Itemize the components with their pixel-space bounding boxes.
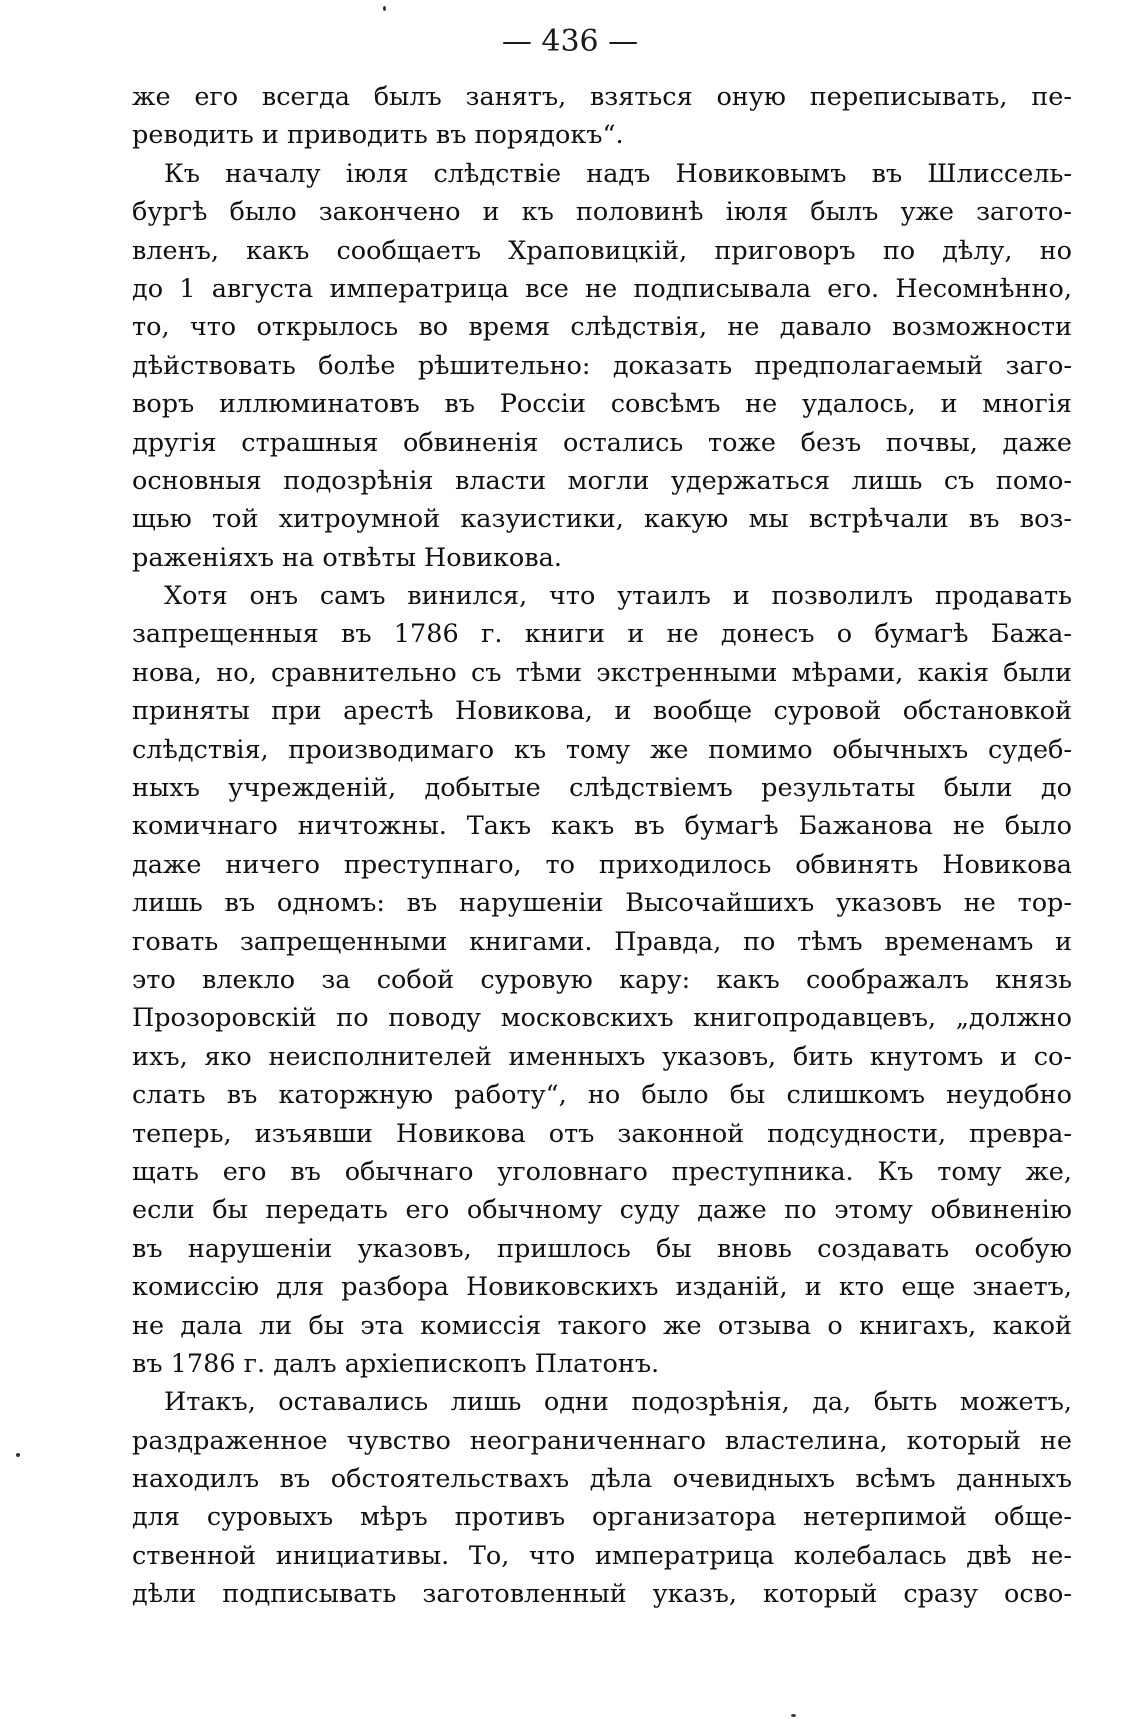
text-line: Хотя онъ самъ винился, что утаилъ и позволилъ продавать: [164, 581, 1072, 612]
text-line: слѣдствія, производимаго къ тому же помимо обычныхъ судеб-: [132, 734, 1072, 765]
text-line: дѣли подписывать заготовленный указъ, который сразу осво-: [132, 1579, 1072, 1610]
paragraph-4: [132, 1383, 1072, 1613]
text-line: раздраженное чувство неограниченнаго властелина, который не: [132, 1425, 1072, 1456]
paragraph-3: [132, 577, 1072, 1383]
text-line: раженіяхъ на отвѣты Новикова.: [132, 542, 562, 573]
text-line: Къ началу іюля слѣдствіе надъ Новиковымъ въ Шлиссель-: [164, 158, 1072, 189]
page-number: — 436 —: [501, 24, 639, 59]
text-line: находилъ въ обстоятельствахъ дѣла очевидныхъ всѣмъ данныхъ: [132, 1464, 1072, 1495]
text-line: другія страшныя обвиненія остались тоже безъ почвы, даже: [132, 427, 1072, 458]
text-line: до 1 августа императрица все не подписывала его. Несомнѣнно,: [132, 273, 1072, 304]
text-line: даже ничего преступнаго, то приходилось обвинять Новикова: [132, 849, 1072, 880]
scan-speck: [16, 1453, 20, 1457]
text-line: запрещенныя въ 1786 г. книги и не донесъ о бумагѣ Бажа-: [132, 619, 1072, 650]
text-line: комичнаго ничтожны. Такъ какъ въ бумагѣ Бажанова не было: [132, 811, 1072, 842]
text-line: Прозоровскій по поводу московскихъ книгопродавцевъ, „должно: [132, 1003, 1072, 1034]
text-line: основныя подозрѣнія власти могли удержаться лишь съ помо-: [132, 465, 1072, 496]
text-line: вленъ, какъ сообщаетъ Храповицкій, приговоръ по дѣлу, но: [132, 235, 1072, 266]
paragraph-2: [132, 155, 1072, 577]
text-line: говать запрещенными книгами. Правда, по тѣмъ временамъ и: [132, 926, 1072, 957]
text-line: то, что открылось во время слѣдствія, не давало возможности: [132, 312, 1072, 343]
text-line: ственной инициативы. То, что императрица колебалась двѣ не-: [132, 1540, 1072, 1571]
text-line: же его всегда былъ занятъ, взяться оную переписывать, пе-: [132, 82, 1072, 112]
text-line: если бы передать его обычному суду даже по этому обвиненію: [132, 1195, 1072, 1226]
text-line: бургѣ было закончено и къ половинѣ іюля былъ уже загото-: [132, 197, 1072, 228]
text-line: нова, но, сравнительно съ тѣми экстренными мѣрами, какія были: [132, 657, 1072, 688]
text-line: щью той хитроумной казуистики, какую мы встрѣчали въ воз-: [132, 504, 1072, 535]
text-line: для суровыхъ мѣръ противъ организатора нетерпимой обще-: [132, 1502, 1072, 1533]
text-line: реводить и приводить въ порядокъ“.: [132, 120, 624, 151]
scan-speck: [383, 6, 386, 11]
text-line: щать его въ обычнаго уголовнаго преступника. Къ тому же,: [132, 1156, 1072, 1187]
text-line: ныхъ учрежденій, добытые слѣдствіемъ результаты были до: [132, 773, 1072, 804]
text-line: приняты при арестѣ Новикова, и вообще суровой обстановкой: [132, 696, 1072, 727]
text-line: въ нарушеніи указовъ, пришлось бы вновь создавать особую: [132, 1233, 1072, 1264]
body-text: [132, 78, 1072, 1614]
paragraph-1: [132, 78, 1072, 155]
text-line: воръ иллюминатовъ въ Россіи совсѣмъ не удалось, и многія: [132, 389, 1072, 420]
text-line: теперь, изъявши Новикова отъ законной подсудности, превра-: [132, 1118, 1072, 1149]
text-line: дѣйствовать болѣе рѣшительно: доказать предполагаемый заго-: [132, 350, 1072, 381]
text-line: лишь въ одномъ: въ нарушеніи Высочайшихъ указовъ не тор-: [132, 888, 1072, 919]
text-line: это влекло за собой суровую кару: какъ соображалъ князь: [132, 964, 1072, 995]
scan-speck: [791, 1714, 796, 1717]
text-line: слать въ каторжную работу“, но было бы слишкомъ неудобно: [132, 1080, 1072, 1111]
text-line: въ 1786 г. далъ архіепископъ Платонъ.: [132, 1348, 660, 1379]
text-line: комиссію для разбора Новиковскихъ изданій, и кто еще знаетъ,: [132, 1272, 1072, 1303]
text-line: не дала ли бы эта комиссія такого же отзыва о книгахъ, какой: [132, 1310, 1072, 1341]
text-line: Итакъ, оставались лишь одни подозрѣнія, да, быть можетъ,: [164, 1387, 1072, 1418]
text-line: ихъ, яко неисполнителей именныхъ указовъ, бить кнутомъ и со-: [132, 1041, 1072, 1072]
